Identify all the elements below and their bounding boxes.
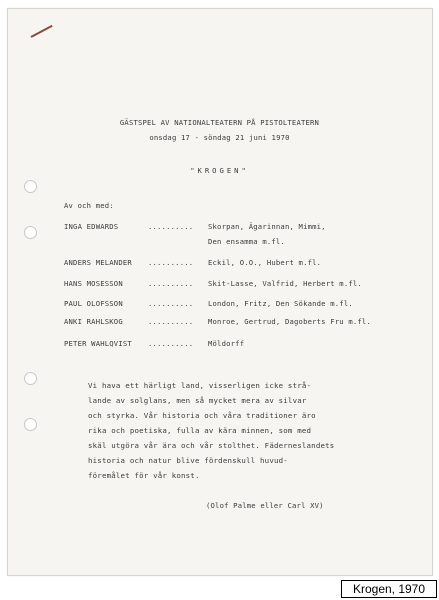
punch-hole	[24, 180, 37, 193]
quote-line: och styrka. Vår historia och våra traditioner äro	[88, 411, 316, 420]
cast-name: HANS MOSESSON	[64, 279, 123, 288]
cast-dots: ..........	[148, 339, 194, 348]
heading-line-2: onsdag 17 - söndag 21 juni 1970	[149, 133, 290, 142]
punch-hole	[24, 226, 37, 239]
cast-roles: London, Fritz, Den Sökande m.fl.	[208, 299, 353, 308]
quote-line: lande av solglans, men så mycket mera av silvar	[88, 396, 307, 405]
cast-roles: Möldorff	[208, 339, 245, 348]
heading-line-1: GÄSTSPEL AV NATIONALTEATERN PÅ PISTOLTEATERN	[119, 118, 320, 127]
cast-name: ANKI RAHLSKOG	[64, 317, 123, 326]
cast-roles: Skit-Lasse, Valfrid, Herbert m.fl.	[208, 279, 362, 288]
cast-dots: ..........	[148, 299, 194, 308]
quote-attribution: (Olof Palme eller Carl XV)	[206, 501, 324, 510]
quote-line: rika och poetiska, fulla av kära minnen, som med	[88, 426, 312, 435]
play-title: "KROGEN"	[190, 166, 249, 175]
cast-name: PETER WAHLQVIST	[64, 339, 132, 348]
quote-line: historia och natur blive fördenskull huvud-	[88, 456, 288, 465]
cast-roles: Monroe, Gertrud, Dagoberts Fru m.fl.	[208, 317, 371, 326]
cast-intro: Av och med:	[64, 201, 114, 210]
cast-dots: ..........	[148, 258, 194, 267]
image-caption: Krogen, 1970	[341, 580, 437, 598]
quote-line: Vi hava ett härligt land, visserligen icke strå-	[88, 381, 312, 390]
cast-dots: ..........	[148, 317, 194, 326]
quote-line: föremålet för vår konst.	[88, 471, 200, 480]
cast-roles: Eckil, O.O., Hubert m.fl.	[208, 258, 322, 267]
cast-roles: Skorpan, Ägarinnan, Mimmi,	[208, 222, 326, 231]
cast-name: PAUL OLOFSSON	[64, 299, 123, 308]
cast-name: ANDERS MELANDER	[64, 258, 132, 267]
cast-name: INGA EDWARDS	[64, 222, 119, 231]
quote-line: skäl utgöra vår ära och vår stolthet. Fäderneslandets	[88, 441, 335, 450]
document-page	[7, 8, 433, 576]
punch-hole	[24, 418, 37, 431]
cast-roles: Den ensamma m.fl.	[208, 237, 285, 246]
cast-dots: ..........	[148, 222, 194, 231]
cast-dots: ..........	[148, 279, 194, 288]
punch-hole	[24, 372, 37, 385]
